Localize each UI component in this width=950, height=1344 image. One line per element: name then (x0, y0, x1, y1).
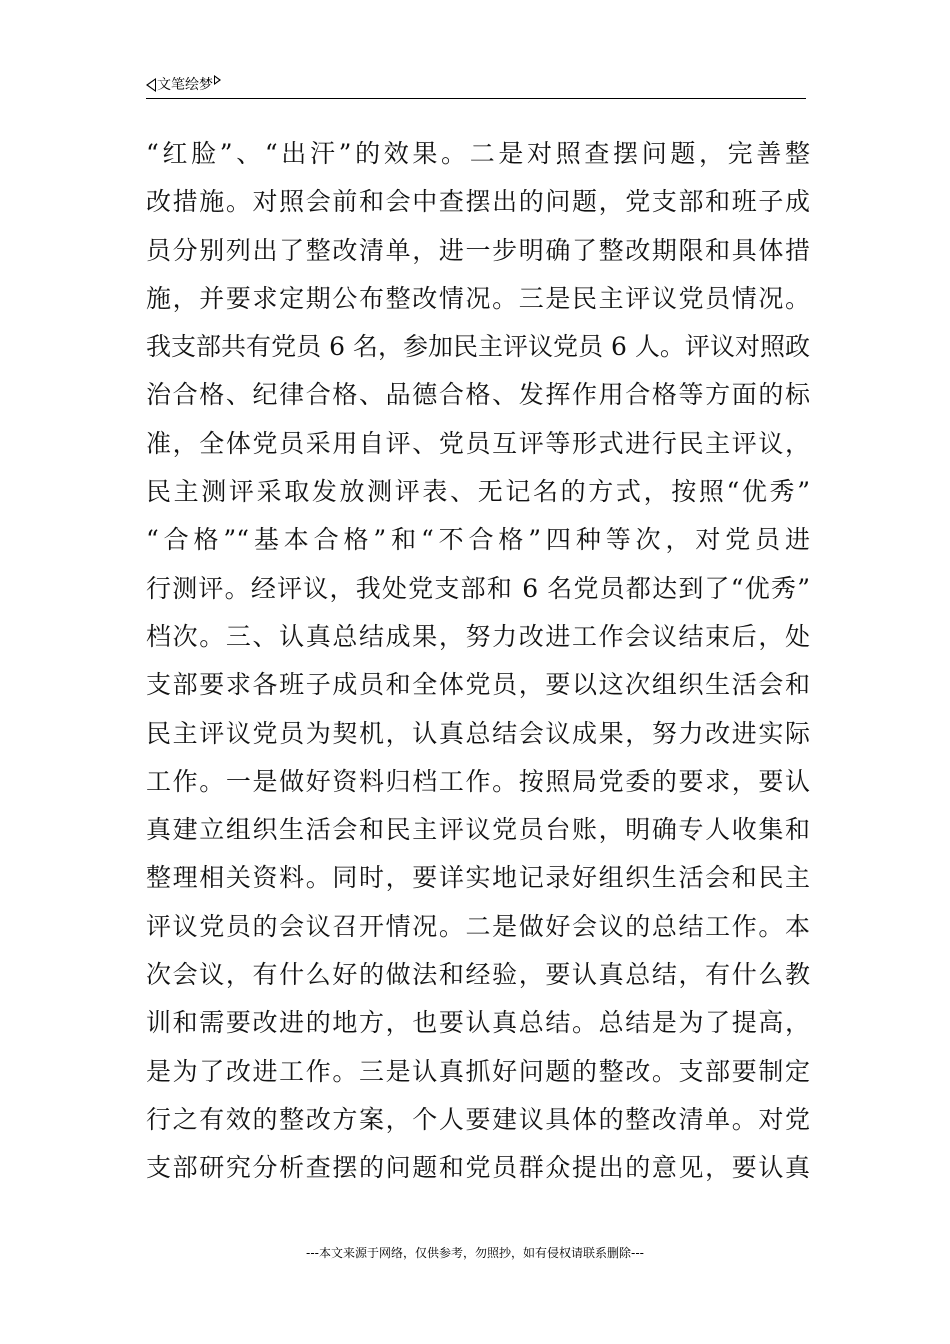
header-title: 文笔绘梦 (157, 77, 213, 93)
body-line: 我支部共有党员 6 名，参加民主评议党员 6 人。评议对照政 (146, 332, 810, 362)
footer-notice: ---本文来源于网络，仅供参考，勿照抄，如有侵权请联系删除--- (306, 1246, 644, 1260)
body-line: 评议党员的会议召开情况。二是做好会议的总结工作。本 (146, 911, 810, 941)
left-triangle-icon (146, 78, 156, 92)
right-triangle-icon (214, 75, 221, 85)
body-line: 整理相关资料。同时，要详实地记录好组织生活会和民主 (146, 863, 810, 893)
body-line: “合格”“基本合格”和“不合格”四种等次，对党员进 (146, 525, 810, 555)
body-line: 行测评。经评议，我处党支部和 6 名党员都达到了“优秀” (146, 573, 810, 603)
document-body (146, 130, 810, 1193)
body-line: 改措施。对照会前和会中查摆出的问题，党支部和班子成 (146, 187, 810, 217)
body-line: “红脸”、“出汗”的效果。二是对照查摆问题，完善整 (146, 139, 810, 168)
body-line: 行之有效的整改方案，个人要建议具体的整改清单。对党 (146, 1104, 810, 1134)
body-line: 真建立组织生活会和民主评议党员台账，明确专人收集和 (146, 815, 810, 845)
header-title-group (146, 74, 221, 94)
body-line: 员分别列出了整改清单，进一步明确了整改期限和具体措 (146, 235, 810, 265)
body-line: 支部要求各班子成员和全体党员，要以这次组织生活会和 (146, 670, 810, 700)
body-line: 支部研究分析查摆的问题和党员群众提出的意见，要认真 (146, 1153, 810, 1183)
body-line: 档次。三、认真总结成果，努力改进工作会议结束后，处 (146, 621, 810, 651)
body-line: 训和需要改进的地方，也要认真总结。总结是为了提高， (146, 1008, 810, 1038)
body-line: 民主测评采取发放测评表、无记名的方式，按照“优秀” (146, 477, 810, 507)
body-line: 治合格、纪律合格、品德合格、发挥作用合格等方面的标 (146, 380, 810, 410)
body-line: 施，并要求定期公布整改情况。三是民主评议党员情况。 (146, 283, 810, 313)
body-line: 次会议，有什么好的做法和经验，要认真总结，有什么教 (146, 960, 810, 990)
body-line: 工作。一是做好资料归档工作。按照局党委的要求，要认 (146, 766, 810, 796)
body-line: 民主评议党员为契机，认真总结会议成果，努力改进实际 (146, 718, 810, 748)
body-line: 是为了改进工作。三是认真抓好问题的整改。支部要制定 (146, 1056, 810, 1086)
page-header (146, 72, 806, 99)
body-line: 准，全体党员采用自评、党员互评等形式进行民主评议， (146, 428, 810, 458)
